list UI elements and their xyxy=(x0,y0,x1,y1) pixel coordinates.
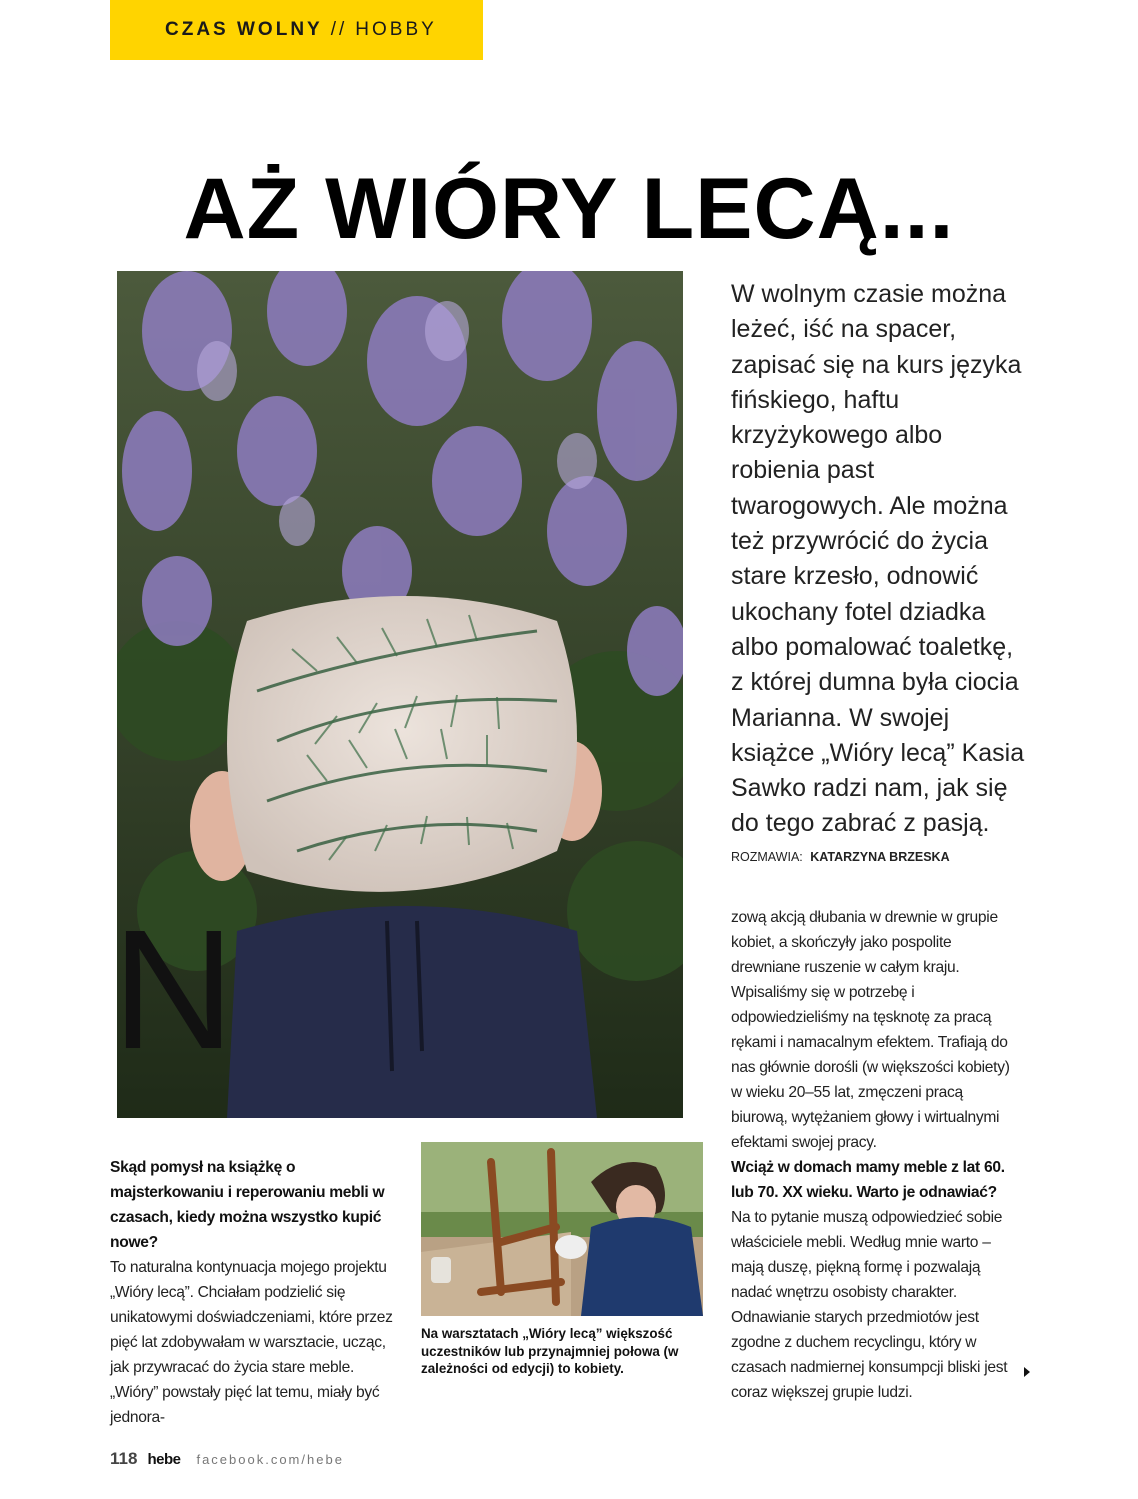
lead-paragraph: W wolnym czasie można leżeć, iść na spacer, zapisać się na kurs języka fińskiego, haftu krzyżykowego albo robienia past twarogowych. Ale można też przywrócić do życia stare krzesło, odnowić ukochany fotel dziadka albo pomalować toaletkę, z której dumna była ciocia Marianna. W swojej książce „Wióry lecą” Kasia Sawko radzi nam, jak się do tego zabrać z pasją. xyxy=(731,280,1025,838)
page-number: 118 xyxy=(110,1449,138,1468)
triangle-right-icon xyxy=(1024,1367,1030,1377)
headline: AŻ WIÓRY LECĄ... xyxy=(183,161,955,257)
drop-cap: N xyxy=(112,895,235,1085)
column-left xyxy=(110,1155,398,1430)
interview-continuation: zową akcją dłubania w drewnie w grupie kobiet, a skończyły jako pospolite drewniane ruszenie w całym kraju. Wpisaliśmy się w potrzebę i odpowiedzieliśmy na tęsknotę za pracą rękami i namacalnym efektem. Trafiają do nas głównie dorośli (w większości kobiety) w wieku 20–55 lat, zmęczeni pracą biurową, wytężaniem głowy i wirtualnymi efektami swojej pracy. xyxy=(731,909,1010,1151)
byline xyxy=(731,850,950,864)
section-tag xyxy=(110,0,483,60)
interview-question-2: Wciąż w domach mamy meble z lat 60. lub 70. XX wieku. Warto je odnawiać? xyxy=(731,1159,1005,1201)
footer-url: facebook.com/hebe xyxy=(196,1452,344,1467)
byline-name: KATARZYNA BRZESKA xyxy=(810,850,950,864)
section-category: CZAS WOLNY xyxy=(165,19,323,40)
column-right xyxy=(731,905,1021,1405)
interview-question-1: Skąd pomysł na książkę o majsterkowaniu i reperowaniu mebli w czasach, kiedy można wszystko kupić nowe? xyxy=(110,1159,385,1251)
photo-caption: Na warsztatach „Wióry lecą” większość uczestników lub przynajmniej połowa (w zależności od edycji) to kobiety. xyxy=(421,1326,679,1376)
byline-label: ROZMAWIA: xyxy=(731,850,803,864)
section-separator: // xyxy=(330,19,348,40)
page-footer xyxy=(110,1449,344,1469)
interview-answer-2: Na to pytanie muszą odpowiedzieć sobie właściciele mebli. Według mnie warto – mają duszę, piękną formę i pozwalają nadać wnętrzu osobisty charakter. Odnawianie starych przedmiotów jest zgodne z duchem recyclingu, który w czasach nadmiernej konsumpcji bliski jest coraz większej grupie ludzi. xyxy=(731,1209,1008,1401)
brand-logo: hebe xyxy=(147,1451,181,1468)
interview-answer-1: To naturalna kontynuacja mojego projektu „Wióry lecą”. Chciałam podzielić się unikatowymi doświadczeniami, które przez pięć lat zdobywałam w warsztacie, ucząc, jak przywracać do życia stare meble. „Wióry” powstały pięć lat temu, miały być jednora- xyxy=(110,1259,393,1426)
workshop-photo xyxy=(421,1142,703,1316)
section-subcategory: HOBBY xyxy=(355,19,437,40)
